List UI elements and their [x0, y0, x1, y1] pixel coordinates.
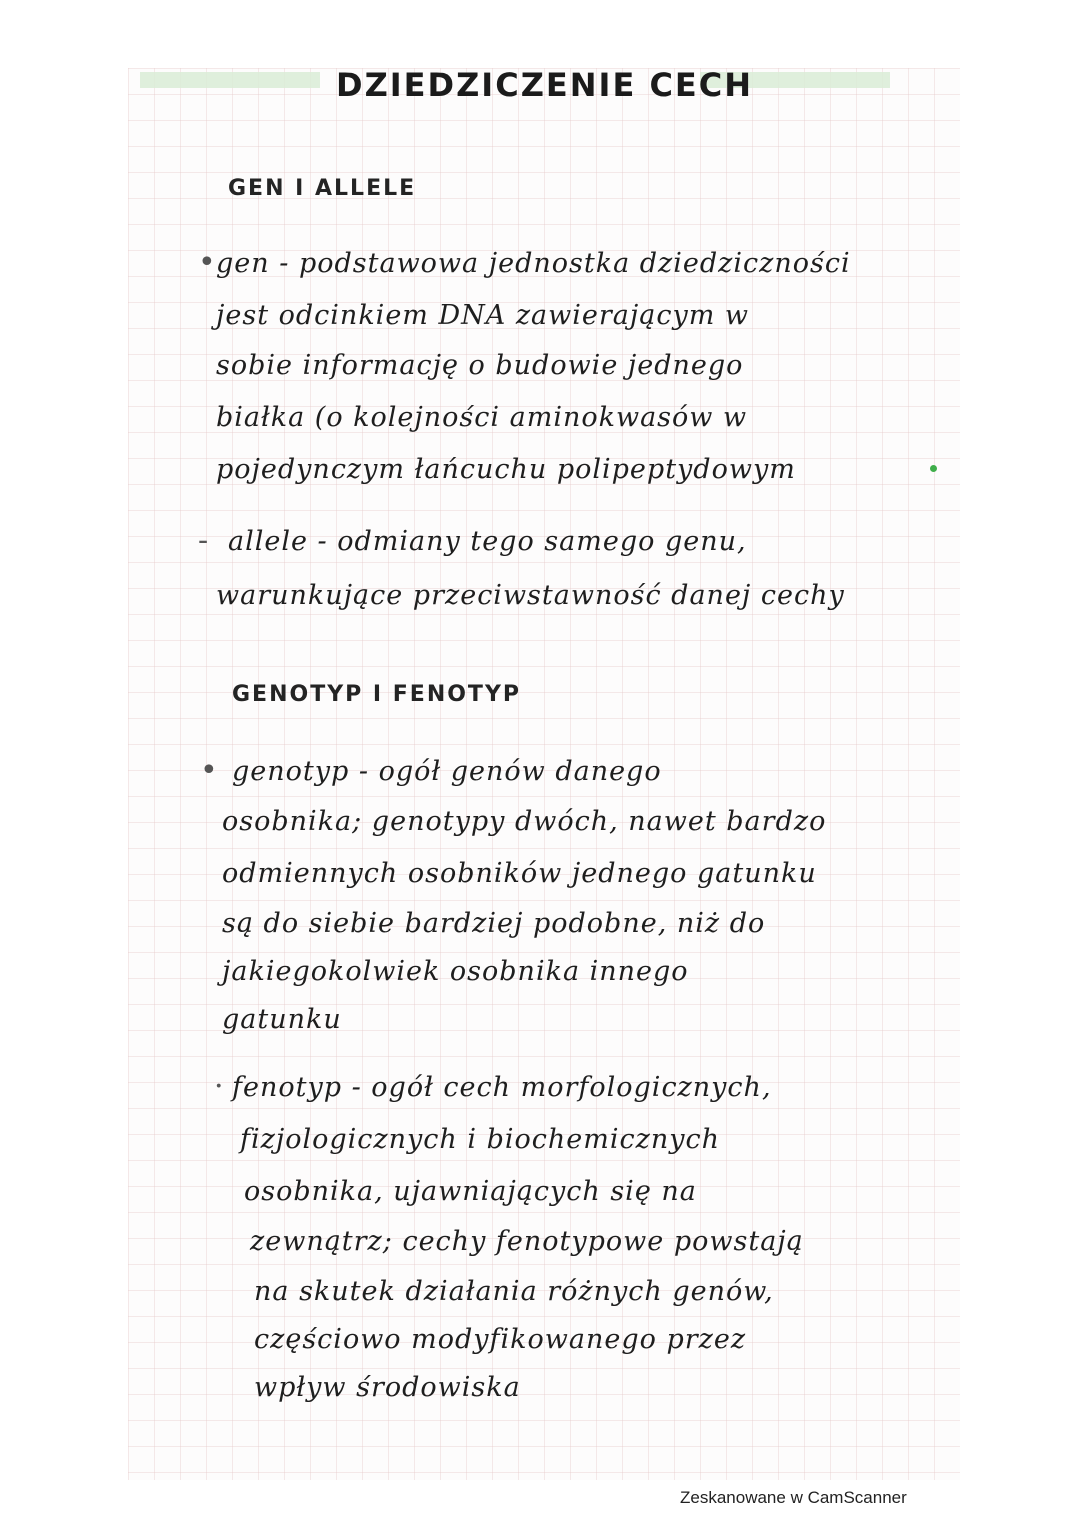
bullet-icon: •: [198, 245, 216, 280]
text-line: genotyp - ogół genów danego: [232, 756, 662, 787]
bullet-icon: -: [198, 523, 209, 558]
bullet-icon: ·: [214, 1069, 224, 1104]
text-line: pojedynczym łańcuchu polipeptydowym: [216, 454, 796, 485]
page-title: DZIEDZICZENIE CECH: [336, 66, 754, 104]
text-line: osobnika, ujawniających się na: [244, 1176, 697, 1207]
text-line: wpływ środowiska: [254, 1372, 521, 1403]
text-line: fizjologicznych i biochemicznych: [240, 1124, 720, 1155]
text-line: odmiennych osobników jednego gatunku: [222, 858, 817, 889]
text-line: częściowo modyfikowanego przez: [254, 1324, 747, 1355]
text-line: zewnątrz; cechy fenotypowe powstają: [250, 1226, 804, 1257]
scanner-watermark: Zeskanowane w CamScanner: [680, 1488, 907, 1507]
text-line: warunkujące przeciwstawność danej cechy: [216, 580, 845, 611]
text-line: jakiegokolwiek osobnika innego: [222, 956, 689, 987]
section-heading-genotyp-fenotyp: GENOTYP I FENOTYP: [232, 682, 521, 707]
green-dot-mark: [930, 465, 937, 472]
bullet-icon: •: [200, 753, 218, 788]
text-line: białka (o kolejności aminokwasów w: [216, 402, 748, 433]
section-heading-gen-allele: GEN I ALLELE: [228, 176, 417, 201]
text-line: allele - odmiany tego samego genu,: [228, 526, 747, 557]
highlighter-mark-left: [140, 72, 320, 88]
text-line: na skutek działania różnych genów,: [254, 1276, 774, 1307]
text-line: jest odcinkiem DNA zawierającym w: [216, 300, 750, 331]
text-line: sobie informację o budowie jednego: [216, 350, 744, 381]
text-line: gen - podstawowa jednostka dziedziczności: [216, 248, 851, 279]
text-line: gatunku: [222, 1004, 342, 1035]
text-line: fenotyp - ogół cech morfologicznych,: [232, 1072, 772, 1103]
text-line: są do siebie bardziej podobne, niż do: [222, 908, 766, 939]
text-line: osobnika; genotypy dwóch, nawet bardzo: [222, 806, 827, 837]
